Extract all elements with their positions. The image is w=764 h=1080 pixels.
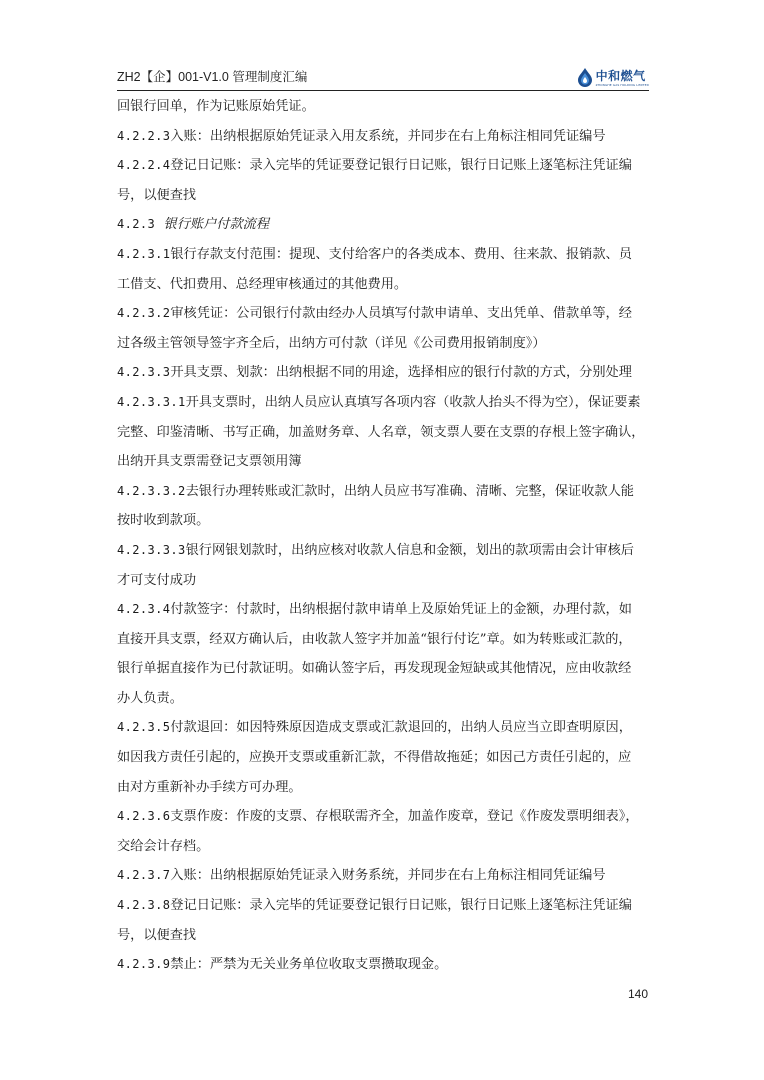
continuation-line	[117, 921, 649, 951]
line-text: 回银行回单，作为记账原始凭证。	[117, 99, 315, 114]
continuation-line	[117, 418, 649, 448]
line-text: 出纳开具支票需登记支票领用簿	[117, 454, 302, 470]
line-text: 开具支票时，出纳人员应认真填写各项内容（收款人抬头不得为空），保证要素	[185, 394, 641, 410]
section-line	[117, 210, 649, 240]
section-number: 4.2.3.2	[117, 306, 171, 321]
section-line	[117, 595, 649, 625]
section-number: 4.2.3.8	[117, 898, 171, 913]
page-header	[117, 56, 649, 91]
line-text: 如因我方责任引起的，应换开支票或重新汇款，不得借故拖延；如因己方责任引起的，应	[117, 750, 632, 766]
line-text: 银行网银划款时，出纳应核对收款人信息和金额，划出的款项需由会计审核后	[185, 542, 634, 558]
section-line	[117, 151, 649, 181]
line-text: 禁止：严禁为无关业务单位收取支票攒取现金。	[170, 957, 448, 973]
section-number: 4.2.2.3	[117, 128, 171, 143]
section-number: 4.2.3.5	[117, 720, 171, 735]
line-text: 登记日记账：录入完毕的凭证要登记银行日记账，银行日记账上逐笔标注凭证编	[170, 898, 632, 914]
section-number: 4.2.3.1	[117, 246, 171, 261]
line-text: 完整、印鉴清晰、书写正确，加盖财务章、人名章，领支票人要在支票的存根上签字确认，	[117, 424, 645, 440]
continuation-line	[117, 181, 649, 211]
page-number: 140	[627, 987, 648, 1001]
continuation-line	[117, 743, 649, 773]
line-text: 付款退回：如因特殊原因造成支票或汇款退回的，出纳人员应当立即查明原因，	[170, 720, 632, 736]
section-line	[117, 388, 649, 418]
line-text: 审核凭证：公司银行付款由经办人员填写付款申请单、支出凭单、借款单等，经	[170, 306, 632, 322]
line-text: 开具支票、划款：出纳根据不同的用途，选择相应的银行付款的方式，分别处理	[170, 365, 632, 381]
line-text: 号，以便查找	[117, 927, 197, 943]
line-text: 工借支、代扣费用、总经理审核通过的其他费用。	[117, 276, 408, 292]
section-number: 4.2.3.3.1	[117, 394, 186, 409]
line-text: 银行账户付款流程	[163, 217, 270, 233]
flame-drop-icon	[577, 67, 593, 87]
section-line	[117, 240, 649, 270]
continuation-line	[117, 506, 649, 536]
continuation-line	[117, 684, 649, 714]
section-line	[117, 477, 649, 507]
line-text: 银行单据直接作为已付款证明。如确认签字后，再发现现金短缺或其他情况，应由收款经	[117, 661, 632, 677]
section-line	[117, 802, 649, 832]
section-line	[117, 358, 649, 388]
line-text: 去银行办理转账或汇款时，出纳人员应书写准确、清晰、完整，保证收款人能	[185, 483, 634, 499]
section-line	[117, 122, 649, 152]
line-text: 入账：出纳根据原始凭证录入财务系统，并同步在右上角标注相同凭证编号	[170, 868, 606, 884]
line-text: 直接开具支票，经双方确认后，由收款人签字并加盖“银行付讫”章。如为转账或汇款的，	[117, 631, 632, 647]
section-number: 4.2.3.3.2	[117, 483, 186, 498]
section-number: 4.2.3.3	[117, 365, 171, 380]
logo-text: 中和燃气	[595, 69, 646, 83]
line-text: 登记日记账：录入完毕的凭证要登记银行日记账，银行日记账上逐笔标注凭证编	[170, 158, 632, 174]
continuation-line	[117, 773, 649, 803]
section-line	[117, 891, 649, 921]
section-line	[117, 950, 649, 980]
continuation-line	[117, 329, 649, 359]
section-line	[117, 861, 649, 891]
section-line	[117, 713, 649, 743]
company-logo	[577, 67, 649, 87]
document-code: ZH2【企】001-V1.0 管理制度汇编	[117, 70, 308, 84]
line-text: 办人负责。	[117, 690, 183, 706]
section-line	[117, 536, 649, 566]
document-body	[117, 92, 649, 980]
section-number: 4.2.3.6	[117, 809, 171, 824]
line-text: 号，以便查找	[117, 187, 197, 203]
line-text: 按时收到款项。	[117, 513, 210, 529]
section-line	[117, 299, 649, 329]
continuation-line	[117, 654, 649, 684]
line-text: 支票作废：作废的支票、存根联需齐全，加盖作废章，登记《作废发票明细表》，	[170, 809, 639, 825]
section-number: 4.2.3.9	[117, 957, 171, 972]
line-text: 由对方重新补办手续方可办理。	[117, 779, 302, 795]
section-number: 4.2.3.4	[117, 602, 171, 617]
continuation-line	[117, 566, 649, 596]
logo-subtext: ZHONGHE GAS HOLDING LIMITED	[595, 83, 649, 87]
continuation-line	[117, 270, 649, 300]
continuation-line	[117, 92, 649, 122]
line-text: 交给会计存档。	[117, 838, 210, 854]
section-number: 4.2.2.4	[117, 158, 171, 173]
section-number: 4.2.3	[117, 217, 156, 232]
line-text: 才可支付成功	[117, 572, 197, 588]
line-text: 银行存款支付范围：提现、支付给客户的各类成本、费用、往来款、报销款、员	[170, 246, 632, 262]
continuation-line	[117, 625, 649, 655]
section-number: 4.2.3.7	[117, 868, 171, 883]
line-text: 过各级主管领导签字齐全后，出纳方可付款（详见《公司费用报销制度》）	[117, 335, 546, 351]
section-number: 4.2.3.3.3	[117, 542, 186, 557]
line-text: 付款签字：付款时，出纳根据付款申请单上及原始凭证上的金额，办理付款，如	[170, 602, 632, 618]
continuation-line	[117, 832, 649, 862]
line-text: 入账：出纳根据原始凭证录入用友系统，并同步在右上角标注相同凭证编号	[170, 128, 606, 144]
continuation-line	[117, 447, 649, 477]
